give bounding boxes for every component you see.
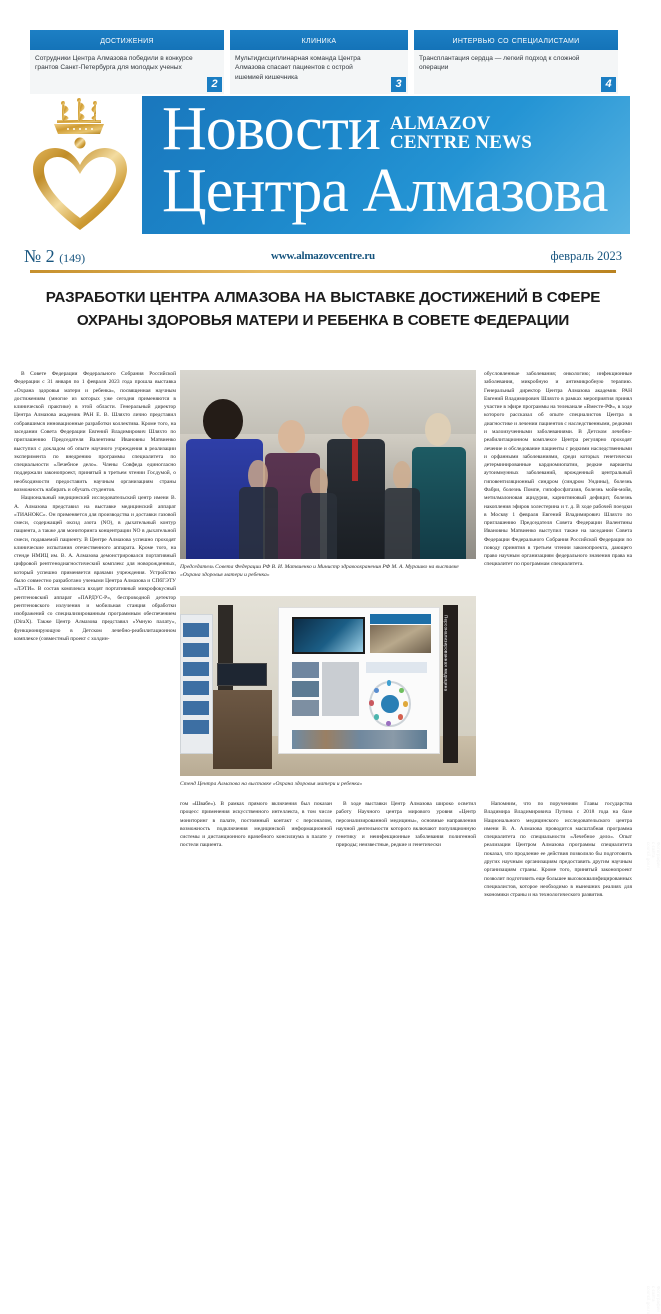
teaser-page-number[interactable]: 2 xyxy=(207,77,222,92)
teaser-section-label: интервью со специалистами xyxy=(414,30,618,50)
teaser-page-number[interactable]: 4 xyxy=(601,77,616,92)
issue-date: февраль 2023 xyxy=(550,249,622,263)
title-line-1-row xyxy=(162,95,533,163)
stand-vertical-label: Персонализированная медицина xyxy=(443,614,449,691)
teaser-body xyxy=(230,50,408,94)
photo-caption-1: Председатель Совета Федерации РФ В. И. Матвиенко и Министр здравоохранения РФ М. А. Мурашко на выставке «Охрана здоровья матери и ребенка» xyxy=(180,564,459,579)
article-column-right xyxy=(484,370,632,569)
page-title: РАЗРАБОТКИ ЦЕНТРА АЛМАЗОВА НА ВЫСТАВКЕ ДОСТИЖЕНИЙ В СФЕРЕ ОХРАНЫ ЗДОРОВЬЯ МАТЕРИ И РЕБЕНКА В СОВЕТЕ ФЕДЕРАЦИИ xyxy=(45,289,601,330)
pillar-right xyxy=(443,605,458,763)
masthead-info-line xyxy=(0,246,646,272)
article-paragraph: обусловленные заболевания; онкологию; инфекционные заболевания, микробную и антимикробную терапию. Генеральный директор Центра Алмазова академик РАН Евгений Владимирович Шляхто в рамках мероприятия принял участие в эфире программы на телеканале «Вместе-РФ», в ходе которого рассказал об опыте специалистов Центра в диагностике и лечении пациентов с наследственными, редкими и малоизученными заболеваниями. В Детском лечебно-реабилитационном комплексе Центра регулярно проходят лечение и обследование пациенты с редкими наследственными и орфанными заболеваниями, среди которых генетически детерминированные кардиомиопатии, редкие варианты аутоиммунных заболеваний, врожденный центральный гиповентиляционный синдром (синдром Ундины), болезнь Фабри, болезнь Помпе, гипофосфатазия, болезнь мойя-мойя, метилмалоновая ацидурия, карнитиновый дефицит, болезнь накопления эфиров холестерина и т. д. В ходе рабочей поездки в Москву 1 февраля Евгений Владимирович Шляхто по приглашению Председателя Совета Федерации Валентины Ивановны Матвиенко выступил также на заседании Совета Федерации Федерального Собрания Российской Федерации по поводу принятия в третьем чтении законопроекта, дающего право научным организациям федерального значения права на специалитет по программам специалитета. xyxy=(484,371,632,568)
teaser-section-label: клиника xyxy=(230,30,408,50)
article-paragraph: В ходе выставки Центр Алмазова широко осветил работу Научного центра мирового уровня «Центр персонализированной медицины», основные направления научной деятельности которого включают популяционную генетику и неинфекционные заболевания полигенной природы; неизвестные, редкие и генетически xyxy=(336,801,476,849)
panel-text-block xyxy=(366,662,427,674)
issue-number-main: № 2 xyxy=(24,246,55,266)
teaser-strip xyxy=(30,30,618,94)
panel-text-block xyxy=(322,662,359,716)
article-paragraph: Национальный медицинский исследовательский центр имени В. А. Алмазова представил на выставке медицинский аппарат «ТИАНОКС». Он применяется для производства и доставки газовой смеси, содержащей оксид азота (NO), в дыхательный контур пациента, а также для мониторинга концентрации NO в дыхательной смеси, подаваемой пациенту. В Центре Алмазова успешно проходят клинические испытания отечественного аппарата. Кроме того, на стенде НМИЦ им. В. А. Алмазова демонстрировался портативный цифровой рентгенодиагностический комплекс для новорожденных, который успешно применяется врачами учреждения. Устройство было совместно разработано учеными Центра Алмазова и СПбГЭТУ «ЛЭТИ». В состав комплекса входят портативный микрофокусный рентгеновский аппарат «ПАРДУС-Р», беспроводной детектор рентгеновского излучения и мобильная станция обработки изображений со специализированным программным обеспечением (DiraX). Также Центр Алмазова представил «Умную палату», функционирующую в Детском лечебно-реабилитационном комплексе (совместный проект с холдин- xyxy=(14,495,176,642)
photo-caption-2: Стенд Центра Алмазова на выставке «Охрана здоровья матери и ребенка» xyxy=(180,781,363,787)
exhibition-panel xyxy=(278,607,441,755)
english-title xyxy=(390,114,532,152)
article-column-bottom-1 xyxy=(180,800,332,850)
teaser-card-clinic[interactable] xyxy=(230,30,408,94)
article-paragraph: гом «Швабе»). В рамках прямого включения был показан процесс применения искусственного интеллекта, в том числе мониторинг в палате, постоянный контакт с персоналом, возможность подключения медицинской информационной системы и дистанционного врачебного консилиума в палате у постели пациента. xyxy=(180,801,332,849)
english-title-line-1: ALMAZOV xyxy=(389,113,491,134)
teaser-card-interview[interactable] xyxy=(414,30,618,94)
panel-thumb xyxy=(292,662,319,678)
teaser-text: Мультидисциплинарная команда Центра Алмазова спасает пациентов с острой ишемией кишечника xyxy=(235,55,361,81)
teaser-body xyxy=(414,50,618,94)
article-column-bottom-2 xyxy=(336,800,476,850)
person-background-1 xyxy=(239,453,277,559)
panel-thumb xyxy=(292,681,319,697)
panel-photo-strip xyxy=(292,730,427,749)
panel-circle-diagram xyxy=(369,681,411,728)
gold-divider xyxy=(30,270,616,273)
panel-photo xyxy=(370,625,431,653)
brochure-rack xyxy=(180,614,213,754)
masthead-title-box xyxy=(142,96,630,234)
website-url[interactable]: www.almazovcentre.ru xyxy=(271,250,375,262)
title-line-2: Центра Алмазова xyxy=(162,157,608,225)
person-background-3 xyxy=(384,457,420,559)
ship-crown-icon xyxy=(48,98,110,140)
article-paragraph: Напомним, что по поручениям Главы государства Владимира Владимировича Путина с 2018 года на базе Национального медицинского исследовательского центра имени В. А. Алмазова проводится масштабная программа специалитета по специальности «Лечебное дело». Опыт реализации Центром Алмазова программы специалитета показал, что продление ее действия позволило бы подготовить других научным организациям предоставить другим научным организациям страны. Кроме того, принятый законопроект позволит подготовить еще большее высококвалифицированных специалистов, которое необходимо в нынешних реалиях для экономики страны и на технологического развития. xyxy=(484,801,632,899)
teaser-body xyxy=(30,50,224,94)
teaser-text: Сотрудники Центра Алмазова победили в конкурсе грантов Санкт-Петербурга для молодых ученых xyxy=(35,55,193,72)
panel-video-screen xyxy=(292,617,366,655)
article-column-bottom-3 xyxy=(484,800,632,899)
teaser-page-number[interactable]: 3 xyxy=(391,77,406,92)
panel-title-bar xyxy=(370,614,431,624)
reception-desk xyxy=(213,690,272,769)
teaser-card-achievements[interactable] xyxy=(30,30,224,94)
photo-credit: Фотографии с сайта council.gov.ru xyxy=(646,842,661,871)
teaser-section-label: достижения xyxy=(30,30,224,50)
photo-credit: Фотографии с сайта council.gov.ru xyxy=(646,1286,661,1314)
gold-heart-icon xyxy=(30,136,130,232)
logo xyxy=(22,98,137,238)
teaser-text: Трансплантация сердца — легкий подход к сложной операции xyxy=(419,55,580,72)
masthead xyxy=(0,96,646,246)
english-title-line-2: CENTRE NEWS xyxy=(389,132,533,153)
panel-thumb xyxy=(292,700,319,716)
article-column-left xyxy=(14,370,176,643)
article-paragraph: В Совете Федерации Федерального Собрания Российской Федерации с 31 января по 1 февраля 2023 года прошла выставка «Охрана здоровья матери и ребенка», посвященная научным достижениям (многие из которых уже сегодня применяются в клинической практике) в этой области. Генеральный директор Центра Алмазова академик РАН Е. В. Шляхто лично представил собравшимся инновационные разработки коллектива. Кроме того, на заседании Совета Федерации Евгений Владимирович Шляхто по приглашению Председателя Валентины Ивановны Матвиенко выступил с докладом об опыте научного учреждения в реализации эксперимента по внедрению программы специалитета по специальности «Лечебное дело». Члены Совфеда единогласно поддержали законопроект, принятый в третьем чтении Госдумой, о необходимости предоставить научным организациям страны возможность набирать и обучать студентов. xyxy=(14,371,176,493)
issue-number-sub: (149) xyxy=(59,251,86,265)
title-line-1: Новости xyxy=(162,95,380,163)
person-background-2 xyxy=(301,465,337,560)
